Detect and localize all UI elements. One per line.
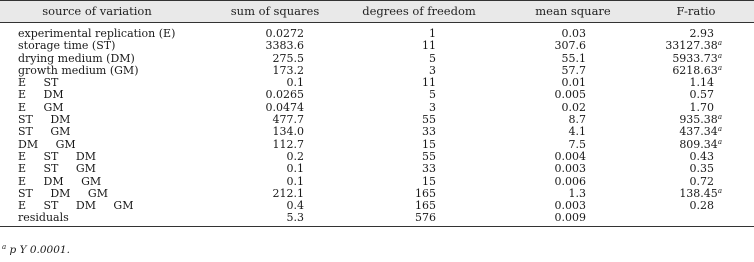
mean-square-cell-value: 307.6: [554, 39, 586, 53]
degrees-of-freedom-cell-value: 33: [422, 162, 436, 176]
source-cell: ST GM: [18, 125, 71, 139]
mean-square-cell-value: 0.003: [554, 199, 586, 213]
source-cell: ST DM GM: [18, 186, 108, 200]
f-ratio-cell-value: 935.38: [679, 113, 718, 127]
sum-of-squares-cell-value: 275.5: [272, 51, 304, 65]
table-row: [0, 151, 754, 163]
sum-of-squares-cell-value: 3383.6: [265, 39, 304, 53]
degrees-of-freedom-cell-value: 165: [415, 199, 436, 213]
sum-of-squares-cell-value: 0.1: [286, 174, 304, 188]
f-ratio-cell-value: 0.57: [689, 88, 714, 102]
source-cell: storage time (ST): [18, 39, 116, 53]
f-ratio-cell-value: 5933.73: [672, 51, 718, 65]
degrees-of-freedom-cell-value: 165: [415, 186, 436, 200]
sum-of-squares-cell-value: 5.3: [286, 211, 304, 225]
f-ratio-cell-value: 0.72: [689, 174, 714, 188]
source-cell: experimental replication (E): [18, 27, 176, 40]
table-row: [0, 200, 754, 212]
sum-of-squares-cell-value: 173.2: [272, 63, 304, 77]
f-ratio-cell: [690, 200, 715, 212]
source-cell: E ST GM: [18, 162, 96, 176]
significance-mark: a: [717, 63, 722, 72]
significance-mark: a: [717, 125, 722, 134]
sum-of-squares-cell-value: 112.7: [272, 137, 304, 151]
degrees-of-freedom-cell-value: 55: [422, 113, 436, 127]
footnote-mark: a: [2, 243, 7, 251]
degrees-of-freedom-cell-value: 33: [422, 125, 436, 139]
table-row: [0, 212, 754, 224]
mean-square-cell-value: 4.1: [568, 125, 586, 139]
table-row: [0, 114, 754, 126]
degrees-of-freedom-cell-value: 15: [422, 137, 436, 151]
mean-square-cell: [555, 212, 587, 224]
f-ratio-cell-value: 138.45: [679, 186, 718, 200]
degrees-of-freedom-cell-value: 11: [422, 39, 436, 53]
sum-of-squares-cell: [287, 212, 305, 224]
degrees-of-freedom-cell-value: 3: [429, 100, 436, 114]
sum-of-squares-cell-value: 0.0474: [265, 100, 304, 114]
source-cell: ST DM: [18, 113, 71, 127]
degrees-of-freedom-cell-value: 5: [429, 51, 436, 65]
source-cell: E ST: [18, 76, 59, 90]
table-row: [0, 65, 754, 77]
significance-mark: a: [717, 39, 722, 48]
sum-of-squares-cell-value: 0.4: [286, 199, 304, 213]
source-cell: drying medium (DM): [18, 51, 135, 65]
sum-of-squares-cell-value: 0.2: [286, 149, 304, 163]
mean-square-cell-value: 8.7: [568, 113, 586, 127]
degrees-of-freedom-cell: [415, 212, 436, 224]
degrees-of-freedom-cell-value: 15: [422, 174, 436, 188]
mean-square-cell-value: 0.003: [554, 162, 586, 176]
header-sum-of-squares: sum of squares: [230, 4, 320, 18]
sum-of-squares-cell-value: 134.0: [272, 125, 304, 139]
footnote-text: p Y 0.0001.: [9, 244, 70, 256]
degrees-of-freedom-cell-value: 1: [429, 27, 436, 40]
mean-square-cell-value: 55.1: [561, 51, 586, 65]
mean-square-cell-value: 0.009: [554, 211, 586, 225]
header-mean-square: mean square: [535, 4, 611, 18]
bottom-rule: [0, 226, 754, 227]
mean-square-cell-value: 57.7: [561, 63, 586, 77]
table-row: [0, 77, 754, 89]
mean-square-cell-value: 0.01: [561, 76, 586, 90]
sum-of-squares-cell-value: 0.0272: [265, 27, 304, 40]
mean-square-cell-value: 0.004: [554, 149, 586, 163]
degrees-of-freedom-cell-value: 55: [422, 149, 436, 163]
f-ratio-cell-value: 0.35: [689, 162, 714, 176]
f-ratio-cell-value: 33127.38: [665, 39, 718, 53]
mean-square-cell-value: 0.03: [561, 27, 586, 40]
f-ratio-cell-value: 1.14: [689, 76, 714, 90]
sum-of-squares-cell-value: 477.7: [272, 113, 304, 127]
significance-mark: a: [717, 137, 722, 146]
table-row: [0, 176, 754, 188]
source-cell: E DM: [18, 88, 64, 102]
footnote: [2, 244, 70, 256]
f-ratio-cell-value: 0.28: [689, 199, 714, 213]
source-cell: DM GM: [18, 137, 76, 151]
source-cell: E ST DM GM: [18, 199, 134, 213]
f-ratio-cell-value: 6218.63: [672, 63, 718, 77]
table-row: [0, 102, 754, 114]
degrees-of-freedom-cell-value: 5: [429, 88, 436, 102]
mean-square-cell-value: 0.02: [561, 100, 586, 114]
degrees-of-freedom-cell-value: 576: [415, 211, 436, 225]
mean-square-cell-value: 1.3: [568, 186, 586, 200]
header-source: source of variation: [42, 4, 152, 18]
table-row: [0, 139, 754, 151]
table-row: [0, 163, 754, 175]
mean-square-cell-value: 0.005: [554, 88, 586, 102]
sum-of-squares-cell-value: 0.0265: [265, 88, 304, 102]
header-rule: [0, 22, 754, 23]
f-ratio-cell-value: 1.70: [689, 100, 714, 114]
significance-mark: a: [717, 186, 722, 195]
f-ratio-cell-value: 0.43: [689, 149, 714, 163]
table-row: [0, 40, 754, 52]
source-cell: E DM GM: [18, 174, 102, 188]
table-row: [0, 126, 754, 138]
header-degrees-of-freedom: degrees of freedom: [362, 4, 476, 18]
sum-of-squares-cell-value: 212.1: [272, 186, 304, 200]
f-ratio-cell-value: 2.93: [689, 27, 714, 40]
sum-of-squares-cell-value: 0.1: [286, 162, 304, 176]
source-cell: residuals: [18, 211, 69, 225]
source-cell: growth medium (GM): [18, 63, 139, 77]
table-body: [0, 28, 754, 225]
header-f-ratio: F-ratio: [676, 4, 716, 18]
source-cell: E GM: [18, 100, 64, 114]
mean-square-cell-value: 0.006: [554, 174, 586, 188]
significance-mark: a: [717, 113, 722, 122]
f-ratio-cell-value: 809.34: [679, 137, 718, 151]
mean-square-cell-value: 7.5: [568, 137, 586, 151]
sum-of-squares-cell-value: 0.1: [286, 76, 304, 90]
degrees-of-freedom-cell-value: 11: [422, 76, 436, 90]
table-row: [0, 89, 754, 101]
degrees-of-freedom-cell-value: 3: [429, 63, 436, 77]
source-cell: E ST DM: [18, 149, 96, 163]
significance-mark: a: [717, 51, 722, 60]
f-ratio-cell-value: 437.34: [679, 125, 718, 139]
